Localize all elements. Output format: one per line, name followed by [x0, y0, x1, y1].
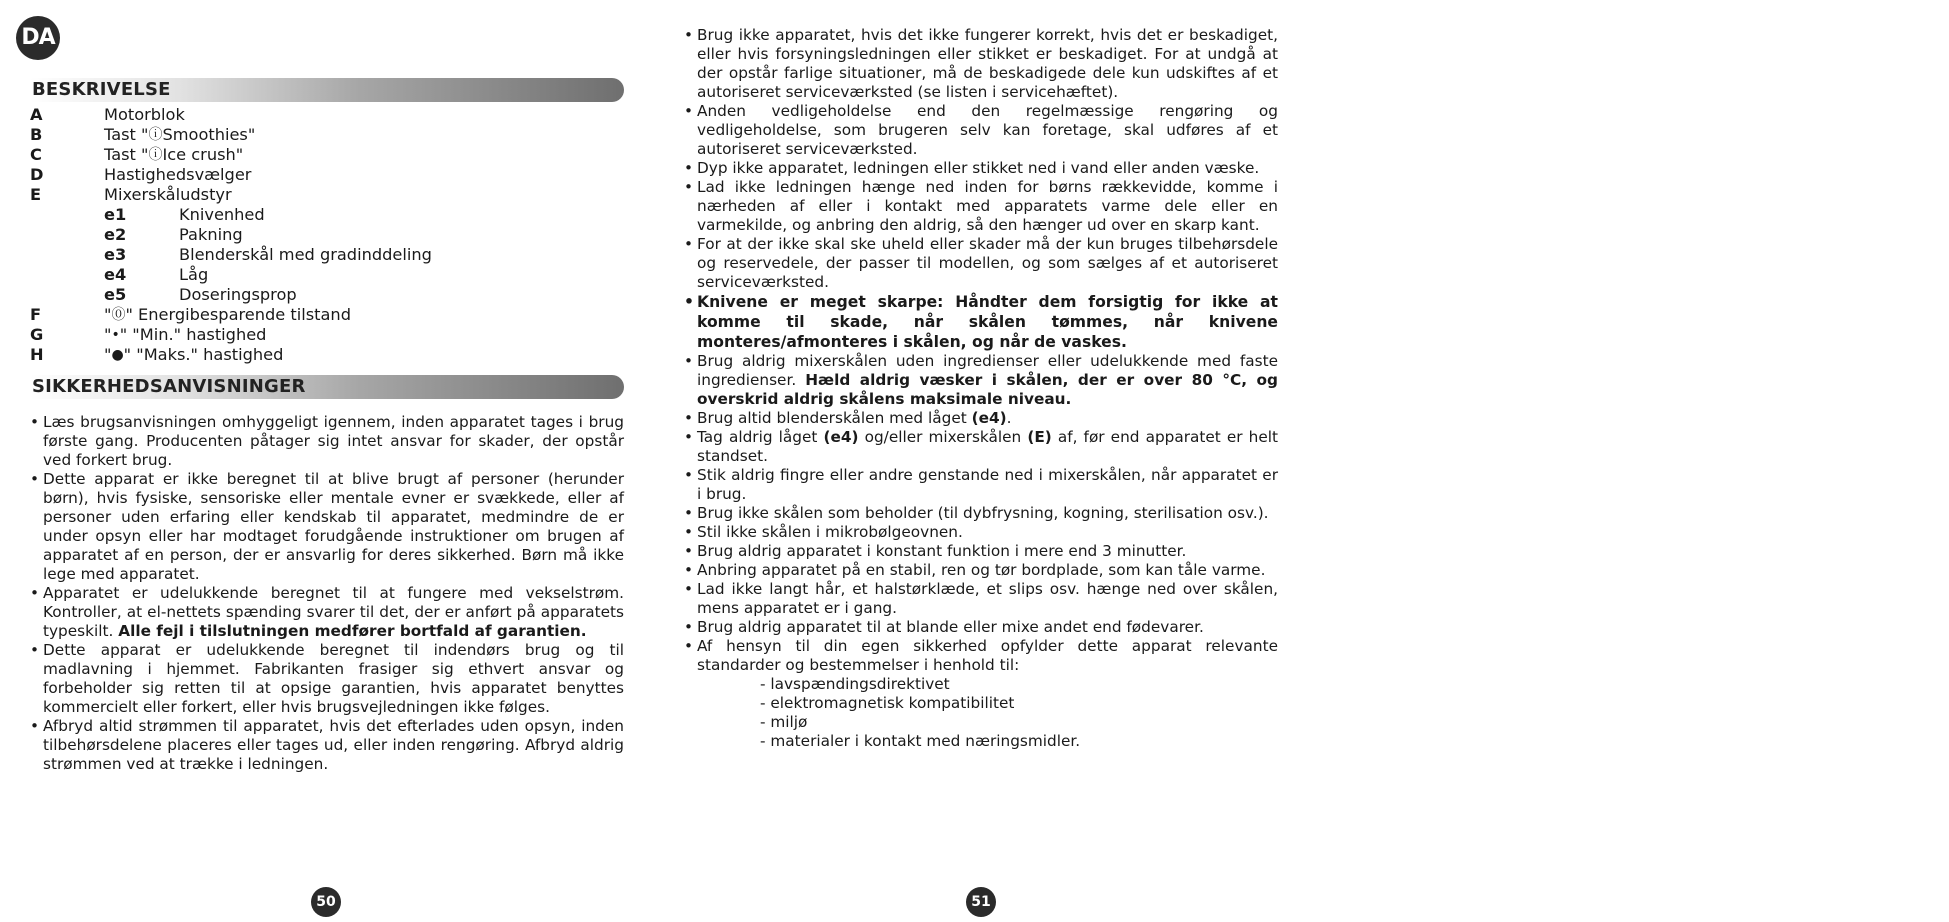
desc-sub-e3: e3 Blenderskål med gradinddeling	[104, 245, 432, 264]
desc-sub-e1: e1 Knivenhed	[104, 205, 265, 224]
directive-item: - lavspændingsdirektivet	[760, 675, 950, 693]
safety-list-right	[684, 26, 1278, 675]
list-item: • Dette apparat er udelukkende beregnet til indendørs brug og til madlavning i hjemmet. Fabrikanten frasiger sig ethvert ansvar og forbeholder sig retten til at opsige garantien, hvis apparatet benyttes kommercielt eller forkert, eller hvis brugsvejledningen ikke følges.	[30, 641, 624, 717]
safety-title: SIKKERHEDSANVISNINGER	[32, 376, 306, 397]
directive-item: - elektromagnetisk kompatibilitet	[760, 694, 1015, 712]
desc-item-c: C Tast " ⓘ Ice crush"	[30, 145, 244, 164]
list-item: • Dette apparat er ikke beregnet til at blive brugt af personer (herunder børn), hvis fysiske, sensoriske eller mentale evner er svækkede, eller af personer uden erfaring eller kendskab til apparatet, medmindre de er under opsyn eller har modtaget forudgående instruktioner om brugen af apparatet af en person, der er ansvarlig for deres sikkerhed. Børn må ikke lege med apparatet.	[30, 470, 624, 584]
list-item: • Brug aldrig apparatet i konstant funktion i mere end 3 minutter.	[684, 542, 1278, 561]
desc-item-g: G " • " "Min." hastighed	[30, 325, 267, 344]
list-item: • Anbring apparatet på en stabil, ren og tør bordplade, som kan tåle varme.	[684, 561, 1278, 580]
description-list	[30, 105, 624, 365]
power-icon: ⓘ	[148, 127, 163, 143]
list-item: • Brug aldrig mixerskålen uden ingredienser eller udelukkende med faste ingredienser. Hæld aldrig væsker i skålen, der er over 80 °C, og overskrid aldrig skålens maksimale niveau.	[684, 352, 1278, 409]
list-item: • Tag aldrig låget (e4) og/eller mixerskålen (E) af, før end apparatet er helt standset.	[684, 428, 1278, 466]
desc-sub-e4: e4 Låg	[104, 265, 209, 284]
desc-item-f: F " ⓪ " Energibesparende tilstand	[30, 305, 351, 324]
safety-header	[30, 375, 624, 399]
list-item: • Knivene er meget skarpe: Håndter dem forsigtig for ikke at komme til skade, når skålen tømmes, når knivene monteres/afmonteres i skålen, og når de vaskes.	[684, 292, 1278, 352]
list-item: • Brug aldrig apparatet til at blande eller mixe andet end fødevarer.	[684, 618, 1278, 637]
directive-item: - miljø	[760, 713, 808, 731]
language-badge: DA	[16, 16, 60, 60]
small-dot-icon: •	[111, 327, 120, 343]
desc-item-a: A Motorblok	[30, 105, 185, 124]
list-item: • Stik aldrig fingre eller andre genstande ned i mixerskålen, når apparatet er i brug.	[684, 466, 1278, 504]
list-item: • Anden vedligeholdelse end den regelmæssige rengøring og vedligeholdelse, som brugeren selv kan foretage, skal udføres af et autoriseret serviceværksted.	[684, 102, 1278, 159]
list-item: • Af hensyn til din egen sikkerhed opfylder dette apparat relevante standarder og bestemmelser i henhold til:	[684, 637, 1278, 675]
power-icon: ⓘ	[148, 147, 163, 163]
desc-sub-e2: e2 Pakning	[104, 225, 243, 244]
list-item: • Afbryd altid strømmen til apparatet, hvis det efterlades uden opsyn, inden tilbehørsdelene placeres eller tages ud, eller inden rengøring. Afbryd aldrig strømmen ved at trække i ledningen.	[30, 717, 624, 774]
list-item: • Læs brugsanvisningen omhyggeligt igennem, inden apparatet tages i brug første gang. Producenten påtager sig intet ansvar for skader, der opstår ved forkert brug.	[30, 413, 624, 470]
description-header	[30, 78, 624, 102]
desc-item-h: H " ● " "Maks." hastighed	[30, 345, 284, 364]
eco-mode-icon: ⓪	[111, 307, 126, 323]
desc-sub-e5: e5 Doseringsprop	[104, 285, 297, 304]
list-item: • Brug altid blenderskålen med låget (e4).	[684, 409, 1278, 428]
directives-list	[684, 675, 1278, 751]
desc-item-b: B Tast " ⓘ Smoothies"	[30, 125, 256, 144]
directive-item: - materialer i kontakt med næringsmidler.	[760, 732, 1081, 750]
left-column	[30, 78, 624, 774]
list-item: • Apparatet er udelukkende beregnet til at fungere med vekselstrøm. Kontroller, at el-nettets spænding svarer til det, der er anført på apparatets typeskilt. Alle fejl i tilslutningen medfører bortfald af garantien.	[30, 584, 624, 641]
desc-item-d: D Hastighedsvælger	[30, 165, 252, 184]
list-item: • Brug ikke apparatet, hvis det ikke fungerer korrekt, hvis det er beskadiget, eller hvis forsyningsledningen eller stikket er beskadiget. For at undgå at der opstår farlige situationer, må de beskadigede dele kun udskiftes af et autoriseret serviceværksted (se listen i servicehæftet).	[684, 26, 1278, 102]
desc-item-e: E Mixerskåludstyr	[30, 185, 232, 204]
list-item: • Stil ikke skålen i mikrobølgeovnen.	[684, 523, 1278, 542]
large-dot-icon: ●	[111, 347, 124, 363]
list-item: • Brug ikke skålen som beholder (til dybfrysning, kogning, sterilisation osv.).	[684, 504, 1278, 523]
list-item: • For at der ikke skal ske uheld eller skader må der kun bruges tilbehørsdele og reservedele, der passer til modellen, og som sælges af et autoriseret serviceværksted.	[684, 235, 1278, 292]
page-number-right: 51	[966, 887, 996, 917]
list-item: • Lad ikke langt hår, et halstørklæde, et slips osv. hænge ned over skålen, mens apparatet er i gang.	[684, 580, 1278, 618]
list-item: • Lad ikke ledningen hænge ned inden for børns rækkevidde, komme i nærheden af eller i kontakt med apparatets varme dele eller en varmekilde, og anbring den aldrig, så den hænger ud over en skarp kant.	[684, 178, 1278, 235]
safety-list-left	[30, 413, 624, 774]
page-number-left: 50	[311, 887, 341, 917]
list-item: • Dyp ikke apparatet, ledningen eller stikket ned i vand eller anden væske.	[684, 159, 1278, 178]
right-column	[684, 26, 1278, 751]
description-title: BESKRIVELSE	[32, 79, 171, 100]
